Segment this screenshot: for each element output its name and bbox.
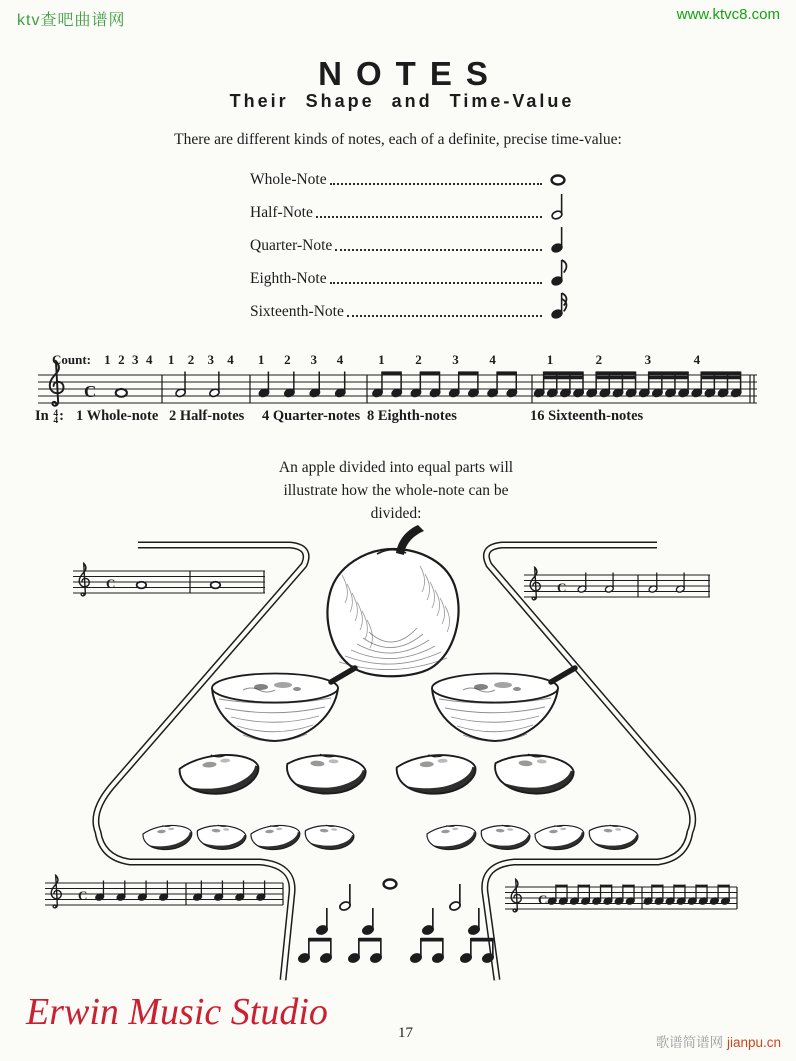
caption-measure-label: 2 Half-notes xyxy=(169,408,245,424)
staff-text: 4 xyxy=(489,352,496,367)
staff-text: 3 xyxy=(207,352,214,367)
note-row xyxy=(250,256,568,289)
note-pyramid xyxy=(298,880,495,964)
whole-apple xyxy=(328,525,459,676)
whole-note xyxy=(116,389,127,397)
apple-caption-line: illustrate how the whole-note can be xyxy=(283,482,509,499)
staff-text: C xyxy=(78,888,88,903)
staff xyxy=(73,563,265,596)
treble-clef-icon xyxy=(511,879,521,912)
staff xyxy=(38,352,757,406)
dotted-leader xyxy=(330,182,542,185)
eighth-apple xyxy=(142,824,192,852)
whole-note-icon xyxy=(550,156,568,190)
staff xyxy=(524,567,710,600)
note-label: Sixteenth-Note xyxy=(250,303,344,320)
staff-text: Count: xyxy=(52,352,92,367)
eighth-apple xyxy=(534,824,584,852)
staff-text: 3 xyxy=(310,352,317,367)
corner-staff-top-left xyxy=(70,558,270,602)
note-label: Whole-Note xyxy=(250,171,327,188)
staff-text: 1 xyxy=(546,352,554,367)
staff-text: 2 xyxy=(284,352,291,367)
staff-text: 2 xyxy=(118,352,125,367)
eighth-apple xyxy=(250,824,300,852)
apple-caption-line: divided: xyxy=(370,505,422,522)
watermark-link-top-left[interactable]: ktv查吧曲谱网 xyxy=(17,12,126,29)
apple-caption-line: An apple divided into equal parts will xyxy=(278,459,514,476)
note-row xyxy=(250,190,568,223)
quarter-note-icon xyxy=(550,222,568,256)
staff xyxy=(505,879,737,912)
sixteenth-note-icon xyxy=(550,288,568,322)
treble-clef-icon xyxy=(530,567,540,600)
treble-clef-icon xyxy=(50,361,64,406)
dotted-leader xyxy=(330,281,542,284)
eighth-apple xyxy=(480,823,530,851)
apple-stem xyxy=(551,668,575,682)
staff-text: 3 xyxy=(644,352,652,367)
staff-caption xyxy=(0,408,796,430)
note-label: Eighth-Note xyxy=(250,270,327,287)
staff xyxy=(45,875,283,908)
dotted-leader xyxy=(335,248,542,251)
note-row xyxy=(250,223,568,256)
footer-site-link[interactable]: jianpu.cn xyxy=(726,1035,781,1050)
quarter-apple xyxy=(396,753,476,795)
staff-text: 2 xyxy=(595,352,603,367)
staff-text: 3 xyxy=(132,352,139,367)
whole-note xyxy=(211,582,221,589)
note-label: Half-Note xyxy=(250,204,313,221)
apple-stem xyxy=(331,668,355,682)
staff-text: 1 xyxy=(378,352,385,367)
dotted-leader xyxy=(316,215,542,218)
staff-text: C xyxy=(106,576,116,591)
page-title: NOTES xyxy=(318,55,502,93)
staff-text: C xyxy=(557,580,567,595)
treble-clef-icon xyxy=(79,563,89,596)
half-apple xyxy=(212,668,355,741)
staff-text: 1 xyxy=(104,352,111,367)
staff-text: 4 xyxy=(145,352,153,367)
dotted-leader xyxy=(347,314,542,317)
note-row xyxy=(250,157,568,190)
eighth-note-icon xyxy=(550,255,568,289)
caption-measure-label: 8 Eighth-notes xyxy=(367,408,457,424)
eighth-apple xyxy=(304,823,354,851)
quarter-apple xyxy=(493,752,574,796)
half-note-icon xyxy=(550,189,568,223)
caption-measure-label: 1 Whole-note xyxy=(76,408,159,424)
staff-text: 2 xyxy=(415,352,422,367)
staff-text: 1 xyxy=(257,352,265,367)
note-label: Quarter-Note xyxy=(250,237,333,254)
staff-text: 4 xyxy=(693,352,701,367)
note-row xyxy=(250,289,568,322)
quarter-apple xyxy=(286,752,367,795)
whole-note xyxy=(384,880,397,889)
treble-clef-icon xyxy=(51,875,61,908)
intro-text: There are different kinds of notes, each of a definite, precise time-value: xyxy=(174,131,622,148)
staff-text: 4 xyxy=(336,352,344,367)
footer-site xyxy=(656,1031,781,1051)
whole-note xyxy=(137,582,147,589)
eighth-apple xyxy=(196,823,246,851)
staff-text: 2 xyxy=(187,352,195,367)
rhythm-staff-figure xyxy=(0,345,796,411)
corner-staff-bottom-left xyxy=(42,870,288,914)
eighth-apple xyxy=(426,824,476,852)
footer-site-name: 歌谱简谱网 xyxy=(655,1035,724,1050)
staff-text: 4 xyxy=(227,352,234,367)
staff-text: 3 xyxy=(452,352,459,367)
staff-text: C xyxy=(538,892,548,907)
corner-staff-top-right xyxy=(521,562,713,606)
note-value-table xyxy=(250,157,568,322)
caption-time-signature: In 4 4 : xyxy=(35,408,64,426)
corner-staff-bottom-right xyxy=(502,874,742,918)
eighth-apple xyxy=(588,823,638,851)
page-subtitle: Their Shape and Time-Value xyxy=(229,90,575,111)
caption-measure-label: 16 Sixteenth-notes xyxy=(530,408,644,424)
page-number: 17 xyxy=(398,1025,413,1041)
quarter-apple xyxy=(179,752,260,796)
staff-text: 1 xyxy=(167,352,175,367)
watermark-link-top-right[interactable]: www.ktvc8.com xyxy=(676,6,780,23)
caption-measure-label: 4 Quarter-notes xyxy=(262,408,361,424)
whole-note xyxy=(552,176,565,185)
studio-watermark: Erwin Music Studio xyxy=(26,991,328,1033)
staff-text: C xyxy=(84,382,97,401)
half-apple xyxy=(432,668,575,741)
